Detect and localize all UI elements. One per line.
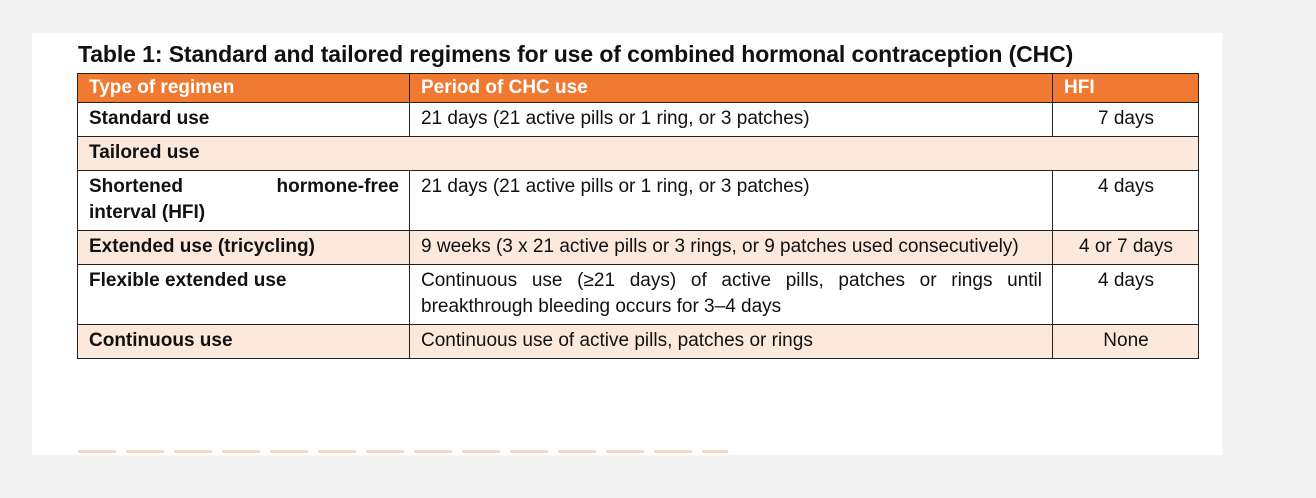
period-cell: Continuous use (≥21 days) of active pills, patches or rings until breakthrough bleeding occurs for 3–4 days [410,265,1053,325]
regimen-type-word: hormone-free [276,176,399,197]
column-header-type: Type of regimen [78,74,410,103]
table-title: Table 1: Standard and tailored regimens for use of combined hormonal contraception (CHC) [78,41,1074,67]
hfi-cell: 4 or 7 days [1053,231,1199,265]
section-row [78,137,1199,171]
column-header-hfi: HFI [1053,74,1199,103]
regimens-table [77,73,1199,359]
regimen-type-cell: Extended use (tricycling) [78,231,410,265]
regimen-type-cell: Continuous use [78,325,410,359]
period-cell: 21 days (21 active pills or 1 ring, or 3 patches) [410,103,1053,137]
table-row [78,171,1199,231]
hfi-cell: 4 days [1053,171,1199,231]
document-page [32,33,1222,455]
cropped-next-heading [78,447,728,455]
column-header-period: Period of CHC use [410,74,1053,103]
period-cell: 21 days (21 active pills or 1 ring, or 3 patches) [410,171,1053,231]
table-row [78,325,1199,359]
regimen-type-line: interval (HFI) [89,202,206,223]
table-header-row [78,74,1199,103]
period-cell: 9 weeks (3 x 21 active pills or 3 rings, or 9 patches used consecutively) [410,231,1053,265]
regimen-type-cell [78,171,410,231]
hfi-cell: 7 days [1053,103,1199,137]
hfi-cell: 4 days [1053,265,1199,325]
table-row [78,265,1199,325]
period-cell: Continuous use of active pills, patches or rings [410,325,1053,359]
table-row [78,103,1199,137]
table-row [78,231,1199,265]
hfi-cell: None [1053,325,1199,359]
regimen-type-cell: Flexible extended use [78,265,410,325]
regimen-type-word: Shortened [89,176,183,197]
regimen-type-cell: Standard use [78,103,410,137]
section-label: Tailored use [78,137,1199,171]
